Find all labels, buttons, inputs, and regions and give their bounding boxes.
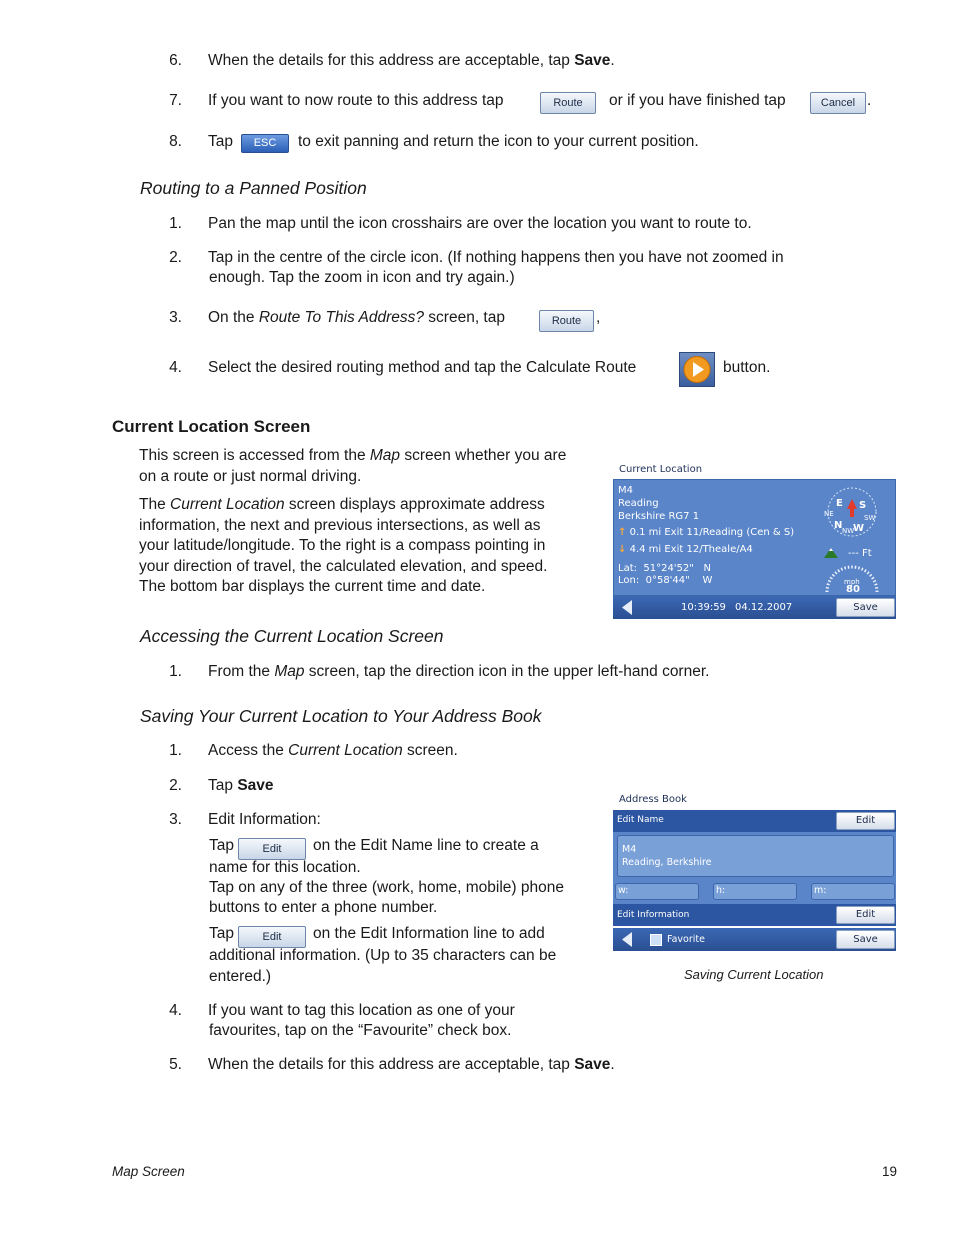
calculate-route-button[interactable]	[679, 352, 715, 387]
routing-step-3	[208, 309, 505, 327]
mountain-icon	[824, 544, 840, 562]
text: Access the	[208, 742, 289, 759]
step-number: 2.	[169, 777, 182, 794]
compass-icon	[822, 485, 882, 541]
step-text: On the	[208, 309, 259, 326]
back-arrow-icon[interactable]	[621, 600, 633, 615]
text: When the details for this address are acceptable, tap	[208, 1056, 575, 1073]
step-text: screen, tap	[423, 309, 505, 326]
lon-value: 0°58'44"	[645, 575, 690, 586]
routing-step-4: Select the desired routing method and tap the Calculate Route	[208, 359, 637, 376]
home-phone-button[interactable]	[713, 883, 797, 900]
text: Tap	[208, 777, 238, 794]
step-number: 1.	[169, 215, 182, 232]
punctuation: .	[610, 1056, 615, 1073]
save-button[interactable]: Save	[836, 930, 895, 949]
compass-nw: NW	[842, 527, 855, 535]
step-7-mid-text: or if you have finished tap	[609, 92, 786, 109]
saving-step-1	[208, 742, 458, 760]
screen-name: Current Location	[288, 742, 403, 759]
current-location-intro	[139, 446, 609, 487]
cancel-button[interactable]: Cancel	[810, 92, 866, 114]
edit-information-bar	[613, 904, 896, 926]
edit-name-label: Edit Name	[617, 815, 664, 825]
accessing-step-1	[208, 663, 709, 681]
edit-information-button[interactable]: Edit	[836, 906, 895, 924]
screen-name: Map	[274, 663, 305, 680]
screen-title: Address Book	[619, 794, 687, 805]
text: screen displays approximate address	[284, 496, 545, 513]
location-panel	[613, 479, 896, 596]
step-number: 5.	[169, 1056, 182, 1073]
step-number: 6.	[169, 52, 182, 69]
step-number: 7.	[169, 92, 182, 109]
step-6-text	[208, 52, 615, 70]
step-number: 8.	[169, 133, 182, 150]
edit-info-instruction-post: on the Edit Information line to add	[313, 925, 545, 942]
punctuation: ,	[596, 309, 601, 326]
edit-button[interactable]: Edit	[238, 926, 306, 948]
edit-name-button[interactable]: Edit	[836, 812, 895, 830]
text: The	[139, 496, 171, 513]
work-phone-label: w:	[618, 885, 629, 896]
current-time: 10:39:59	[681, 602, 726, 613]
lat-direction: N	[703, 563, 711, 574]
next-intersection	[618, 526, 794, 539]
edit-name-instruction-pre: Tap	[209, 837, 234, 854]
step-number: 1.	[169, 663, 182, 680]
step-number: 2.	[169, 249, 182, 266]
step-number: 3.	[169, 811, 182, 828]
routing-step-2-line2: enough. Tap the zoom in icon and try again.)	[209, 269, 515, 286]
edit-info-instruction-pre: Tap	[209, 925, 234, 942]
text: screen whether you are	[400, 447, 567, 464]
city-name: Reading	[618, 498, 659, 509]
route-button[interactable]: Route	[539, 310, 594, 332]
text: screen, tap the direction icon in the upper left-hand corner.	[304, 663, 710, 680]
speed-unit: mph	[844, 578, 860, 586]
routing-heading: Routing to a Panned Position	[140, 178, 367, 198]
home-phone-label: h:	[716, 885, 726, 896]
saving-step-4-line1: If you want to tag this location as one of your	[208, 1002, 515, 1019]
edit-name-instruction-line2: name for this location.	[209, 859, 361, 876]
screen-name: Map	[369, 447, 401, 464]
road-name: M4	[618, 485, 633, 496]
current-location-description	[139, 495, 609, 598]
bottom-bar	[613, 596, 896, 619]
compass-sw: SW	[864, 514, 876, 522]
phone-instruction-line2: buttons to enter a phone number.	[209, 899, 438, 916]
address-book-screenshot	[613, 790, 896, 952]
saving-heading: Saving Your Current Location to Your Address Book	[140, 706, 542, 726]
page-number: 19	[882, 1164, 898, 1179]
down-arrow-icon: ↓	[618, 544, 627, 555]
routing-step-2-line1: Tap in the centre of the circle icon. (If nothing happens then you have not zoomed in	[208, 249, 784, 266]
step-7-text: If you want to now route to this address tap	[208, 92, 504, 109]
favorite-label: Favorite	[667, 934, 705, 945]
step-8-text: Tap	[208, 133, 233, 150]
saving-step-5	[208, 1056, 615, 1074]
route-button[interactable]: Route	[540, 92, 596, 114]
routing-step-4-post: button.	[723, 359, 771, 376]
step-text: When the details for this address are acceptable, tap	[208, 52, 575, 69]
footer-section-title: Map Screen	[112, 1164, 185, 1179]
name-line1: M4	[622, 844, 637, 855]
lat-label: Lat:	[618, 563, 637, 574]
previous-intersection-text: 4.4 mi Exit 12/Theale/A4	[629, 544, 753, 555]
saving-step-3: Edit Information:	[208, 811, 321, 828]
text: your latitude/longitude. To the right is a compass pointing in	[139, 537, 546, 554]
edit-button[interactable]: Edit	[238, 838, 306, 860]
speedometer-icon	[822, 564, 882, 594]
compass-e: E	[836, 498, 843, 509]
save-keyword: Save	[574, 52, 611, 69]
punctuation: .	[610, 52, 615, 69]
compass-w: W	[853, 523, 865, 534]
save-keyword: Save	[574, 1056, 611, 1073]
step-number: 4.	[169, 359, 182, 376]
edit-information-label: Edit Information	[617, 910, 690, 920]
mobile-phone-button[interactable]	[811, 883, 895, 900]
screen-title: Current Location	[619, 464, 703, 475]
save-button[interactable]: Save	[836, 598, 895, 617]
figure-caption: Saving Current Location	[684, 967, 824, 982]
routing-step-1: Pan the map until the icon crosshairs are over the location you want to route to.	[208, 215, 752, 232]
next-intersection-text: 0.1 mi Exit 11/Reading (Cen & S)	[629, 527, 795, 538]
edit-info-instruction-line2: additional information. (Up to 35 characters can be	[209, 947, 557, 964]
text: The bottom bar displays the current time and date.	[139, 578, 486, 595]
play-arrow-icon	[680, 353, 714, 386]
bottom-bar	[613, 928, 896, 951]
work-phone-button[interactable]	[615, 883, 699, 900]
text: information, the next and previous intersections, as well as	[139, 516, 541, 534]
compass-s: S	[859, 500, 867, 511]
phone-instruction-line1: Tap on any of the three (work, home, mobile) phone	[209, 879, 564, 896]
text: your direction of travel, the calculated elevation, and speed.	[139, 557, 548, 575]
accessing-heading: Accessing the Current Location Screen	[140, 626, 444, 646]
step-number: 4.	[169, 1002, 182, 1019]
edit-name-bar	[613, 810, 896, 832]
step-8-post-text: to exit panning and return the icon to your current position.	[298, 133, 699, 150]
edit-name-instruction-post: on the Edit Name line to create a	[313, 837, 539, 854]
mobile-phone-label: m:	[814, 885, 827, 896]
screen-name: Route To This Address?	[258, 309, 424, 326]
saving-step-4-line2: favourites, tap on the “Favourite” check box.	[209, 1022, 512, 1039]
screen-name: Current Location	[170, 496, 285, 513]
lon-direction: W	[702, 575, 713, 586]
elevation: --- Ft	[848, 548, 872, 559]
up-arrow-icon: ↑	[618, 527, 627, 538]
favorite-checkbox[interactable]	[650, 934, 662, 946]
speed-value: 80	[846, 584, 860, 595]
current-date: 04.12.2007	[735, 602, 793, 613]
lat-value: 51°24'52"	[643, 563, 694, 574]
current-location-screenshot	[613, 460, 896, 619]
edit-info-instruction-line3: entered.)	[209, 968, 272, 985]
text: on a route or just normal driving.	[139, 467, 362, 485]
punctuation: .	[867, 92, 872, 109]
compass-n: N	[834, 520, 843, 531]
current-location-heading: Current Location Screen	[112, 417, 311, 436]
save-keyword: Save	[237, 777, 274, 794]
text: From the	[208, 663, 275, 680]
esc-button[interactable]: ESC	[241, 134, 289, 153]
compass-ne: NE	[824, 510, 834, 518]
longitude	[618, 574, 712, 587]
name-line2: Reading, Berkshire	[622, 857, 712, 868]
text: This screen is accessed from the	[139, 447, 370, 464]
saving-step-2	[208, 777, 274, 795]
name-field[interactable]	[617, 835, 894, 877]
region-name: Berkshire RG7 1	[618, 511, 700, 522]
step-number: 3.	[169, 309, 182, 326]
back-arrow-icon[interactable]	[621, 932, 633, 947]
previous-intersection	[618, 543, 753, 556]
text: screen.	[402, 742, 458, 759]
lon-label: Lon:	[618, 575, 640, 586]
step-number: 1.	[169, 742, 182, 759]
